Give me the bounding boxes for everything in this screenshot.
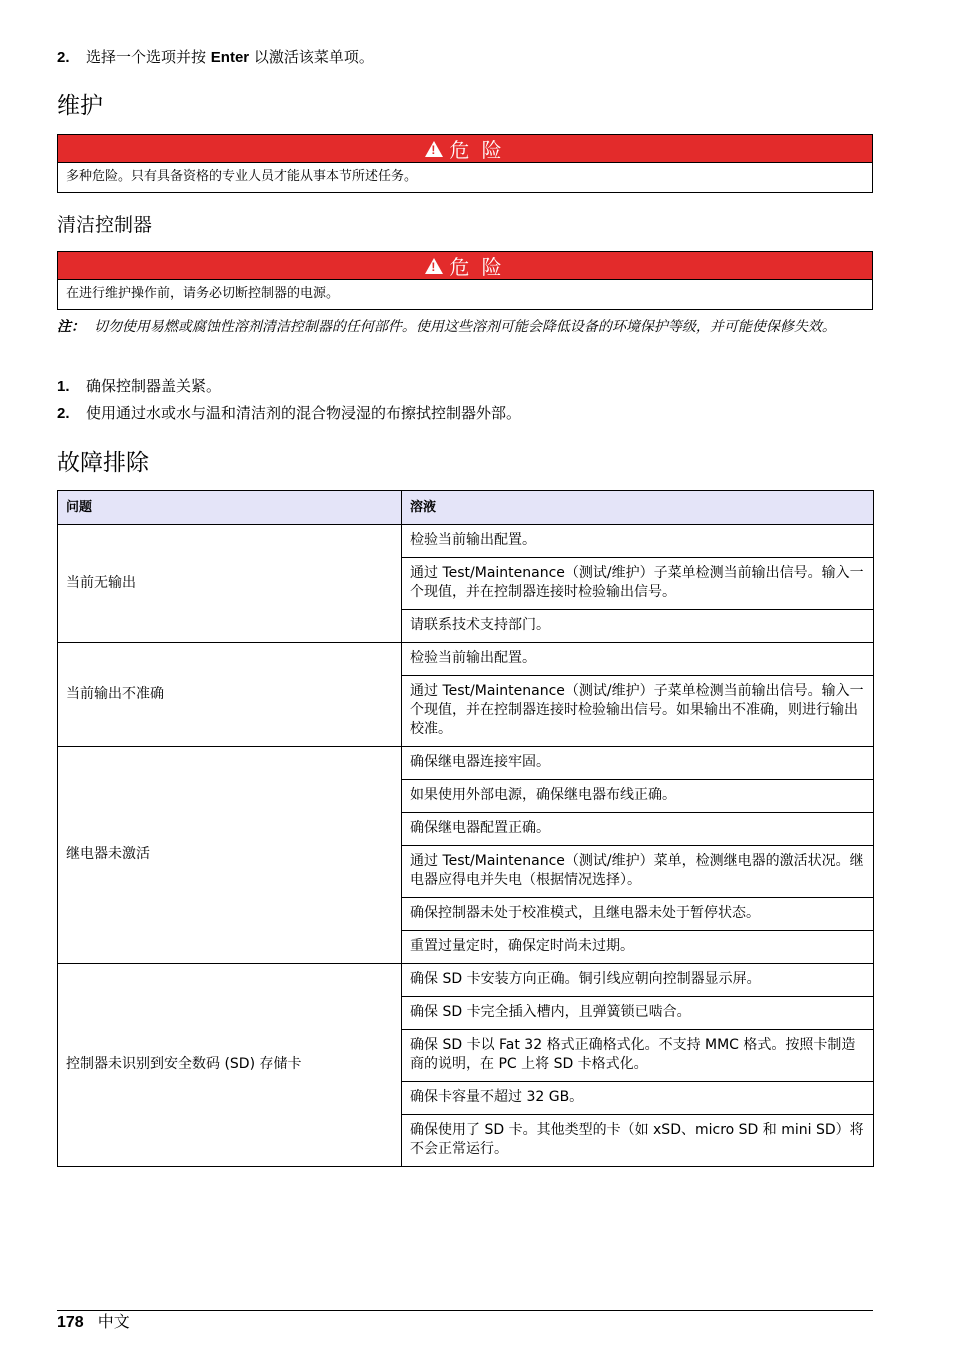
solution-cell: 通过 Test/Maintenance（测试/维护）菜单，检测继电器的激活状况。继电器应得电并失电（根据情况选择）。 bbox=[402, 846, 874, 898]
footer-divider bbox=[57, 1310, 873, 1311]
page-footer bbox=[57, 1312, 130, 1333]
step-number: 2. bbox=[57, 49, 70, 66]
danger-box-maintenance bbox=[57, 134, 873, 193]
problem-cell: 继电器未激活 bbox=[58, 747, 402, 964]
solution-cell: 重置过量定时，确保定时尚未过期。 bbox=[402, 931, 874, 964]
step-text-after: 以激活该菜单项。 bbox=[249, 48, 374, 66]
solution-cell: 通过 Test/Maintenance（测试/维护）子菜单检测当前输出信号。输入一个现值，并在控制器连接时检验输出信号。如果输出不准确，则进行输出校准。 bbox=[402, 676, 874, 747]
column-header-problem: 问题 bbox=[58, 491, 402, 525]
problem-cell: 当前输出不准确 bbox=[58, 643, 402, 747]
cleaning-step-2 bbox=[57, 403, 521, 424]
solution-cell: 确保继电器配置正确。 bbox=[402, 813, 874, 846]
danger-box-cleaning bbox=[57, 251, 873, 310]
problem-cell: 当前无输出 bbox=[58, 525, 402, 643]
danger-title: 危 险 bbox=[449, 255, 505, 279]
maintenance-heading: 维护 bbox=[57, 93, 103, 119]
warning-triangle-icon bbox=[425, 141, 443, 157]
solution-cell: 确保使用了 SD 卡。其他类型的卡（如 xSD、micro SD 和 mini SD）将不会正常运行。 bbox=[402, 1115, 874, 1167]
danger-header bbox=[58, 252, 872, 280]
solution-cell: 确保控制器未处于校准模式，且继电器未处于暂停状态。 bbox=[402, 898, 874, 931]
page-number: 178 bbox=[57, 1314, 84, 1331]
solution-cell: 如果使用外部电源，确保继电器布线正确。 bbox=[402, 780, 874, 813]
footer-language: 中文 bbox=[97, 1312, 130, 1331]
note-label: 注： bbox=[57, 319, 85, 335]
enter-key-label: Enter bbox=[210, 49, 250, 66]
step-text-before: 选择一个选项并按 bbox=[86, 48, 211, 66]
table-header-row bbox=[58, 491, 874, 525]
danger-header bbox=[58, 135, 872, 163]
cleaning-heading: 清洁控制器 bbox=[57, 214, 153, 236]
troubleshooting-table bbox=[57, 490, 874, 1167]
solution-cell: 确保 SD 卡安装方向正确。铜引线应朝向控制器显示屏。 bbox=[402, 964, 874, 997]
warning-triangle-icon bbox=[425, 258, 443, 274]
cleaning-step-1 bbox=[57, 376, 221, 397]
cleaning-note bbox=[57, 317, 873, 338]
solution-cell: 请联系技术支持部门。 bbox=[402, 610, 874, 643]
solution-cell: 确保 SD 卡完全插入槽内，且弹簧锁已啮合。 bbox=[402, 997, 874, 1030]
note-text: 切勿使用易燃或腐蚀性溶剂清洁控制器的任何部件。使用这些溶剂可能会降低设备的环境保护等级，并可能使保修失效。 bbox=[93, 319, 836, 335]
solution-cell: 确保 SD 卡以 Fat 32 格式正确格式化。不支持 MMC 格式。按照卡制造商的说明，在 PC 上将 SD 卡格式化。 bbox=[402, 1030, 874, 1082]
solution-cell: 确保卡容量不超过 32 GB。 bbox=[402, 1082, 874, 1115]
solution-cell: 检验当前输出配置。 bbox=[402, 525, 874, 558]
danger-title: 危 险 bbox=[449, 138, 505, 162]
step-number: 1. bbox=[57, 378, 70, 395]
intro-step bbox=[57, 47, 374, 68]
solution-cell: 确保继电器连接牢固。 bbox=[402, 747, 874, 780]
table-row bbox=[58, 525, 874, 558]
solution-cell: 通过 Test/Maintenance（测试/维护）子菜单检测当前输出信号。输入一个现值，并在控制器连接时检验输出信号。 bbox=[402, 558, 874, 610]
step-number: 2. bbox=[57, 405, 70, 422]
table-row bbox=[58, 964, 874, 997]
table-row bbox=[58, 747, 874, 780]
problem-cell: 控制器未识别到安全数码 (SD) 存储卡 bbox=[58, 964, 402, 1167]
troubleshooting-heading: 故障排除 bbox=[57, 450, 149, 476]
step-text: 使用通过水或水与温和清洁剂的混合物浸湿的布擦拭控制器外部。 bbox=[86, 404, 522, 422]
danger-text: 在进行维护操作前，请务必切断控制器的电源。 bbox=[66, 286, 340, 301]
column-header-solution: 溶液 bbox=[402, 491, 874, 525]
step-text: 确保控制器盖关紧。 bbox=[86, 377, 222, 395]
danger-text: 多种危险。只有具备资格的专业人员才能从事本节所述任务。 bbox=[66, 169, 418, 184]
solution-cell: 检验当前输出配置。 bbox=[402, 643, 874, 676]
table-row bbox=[58, 643, 874, 676]
